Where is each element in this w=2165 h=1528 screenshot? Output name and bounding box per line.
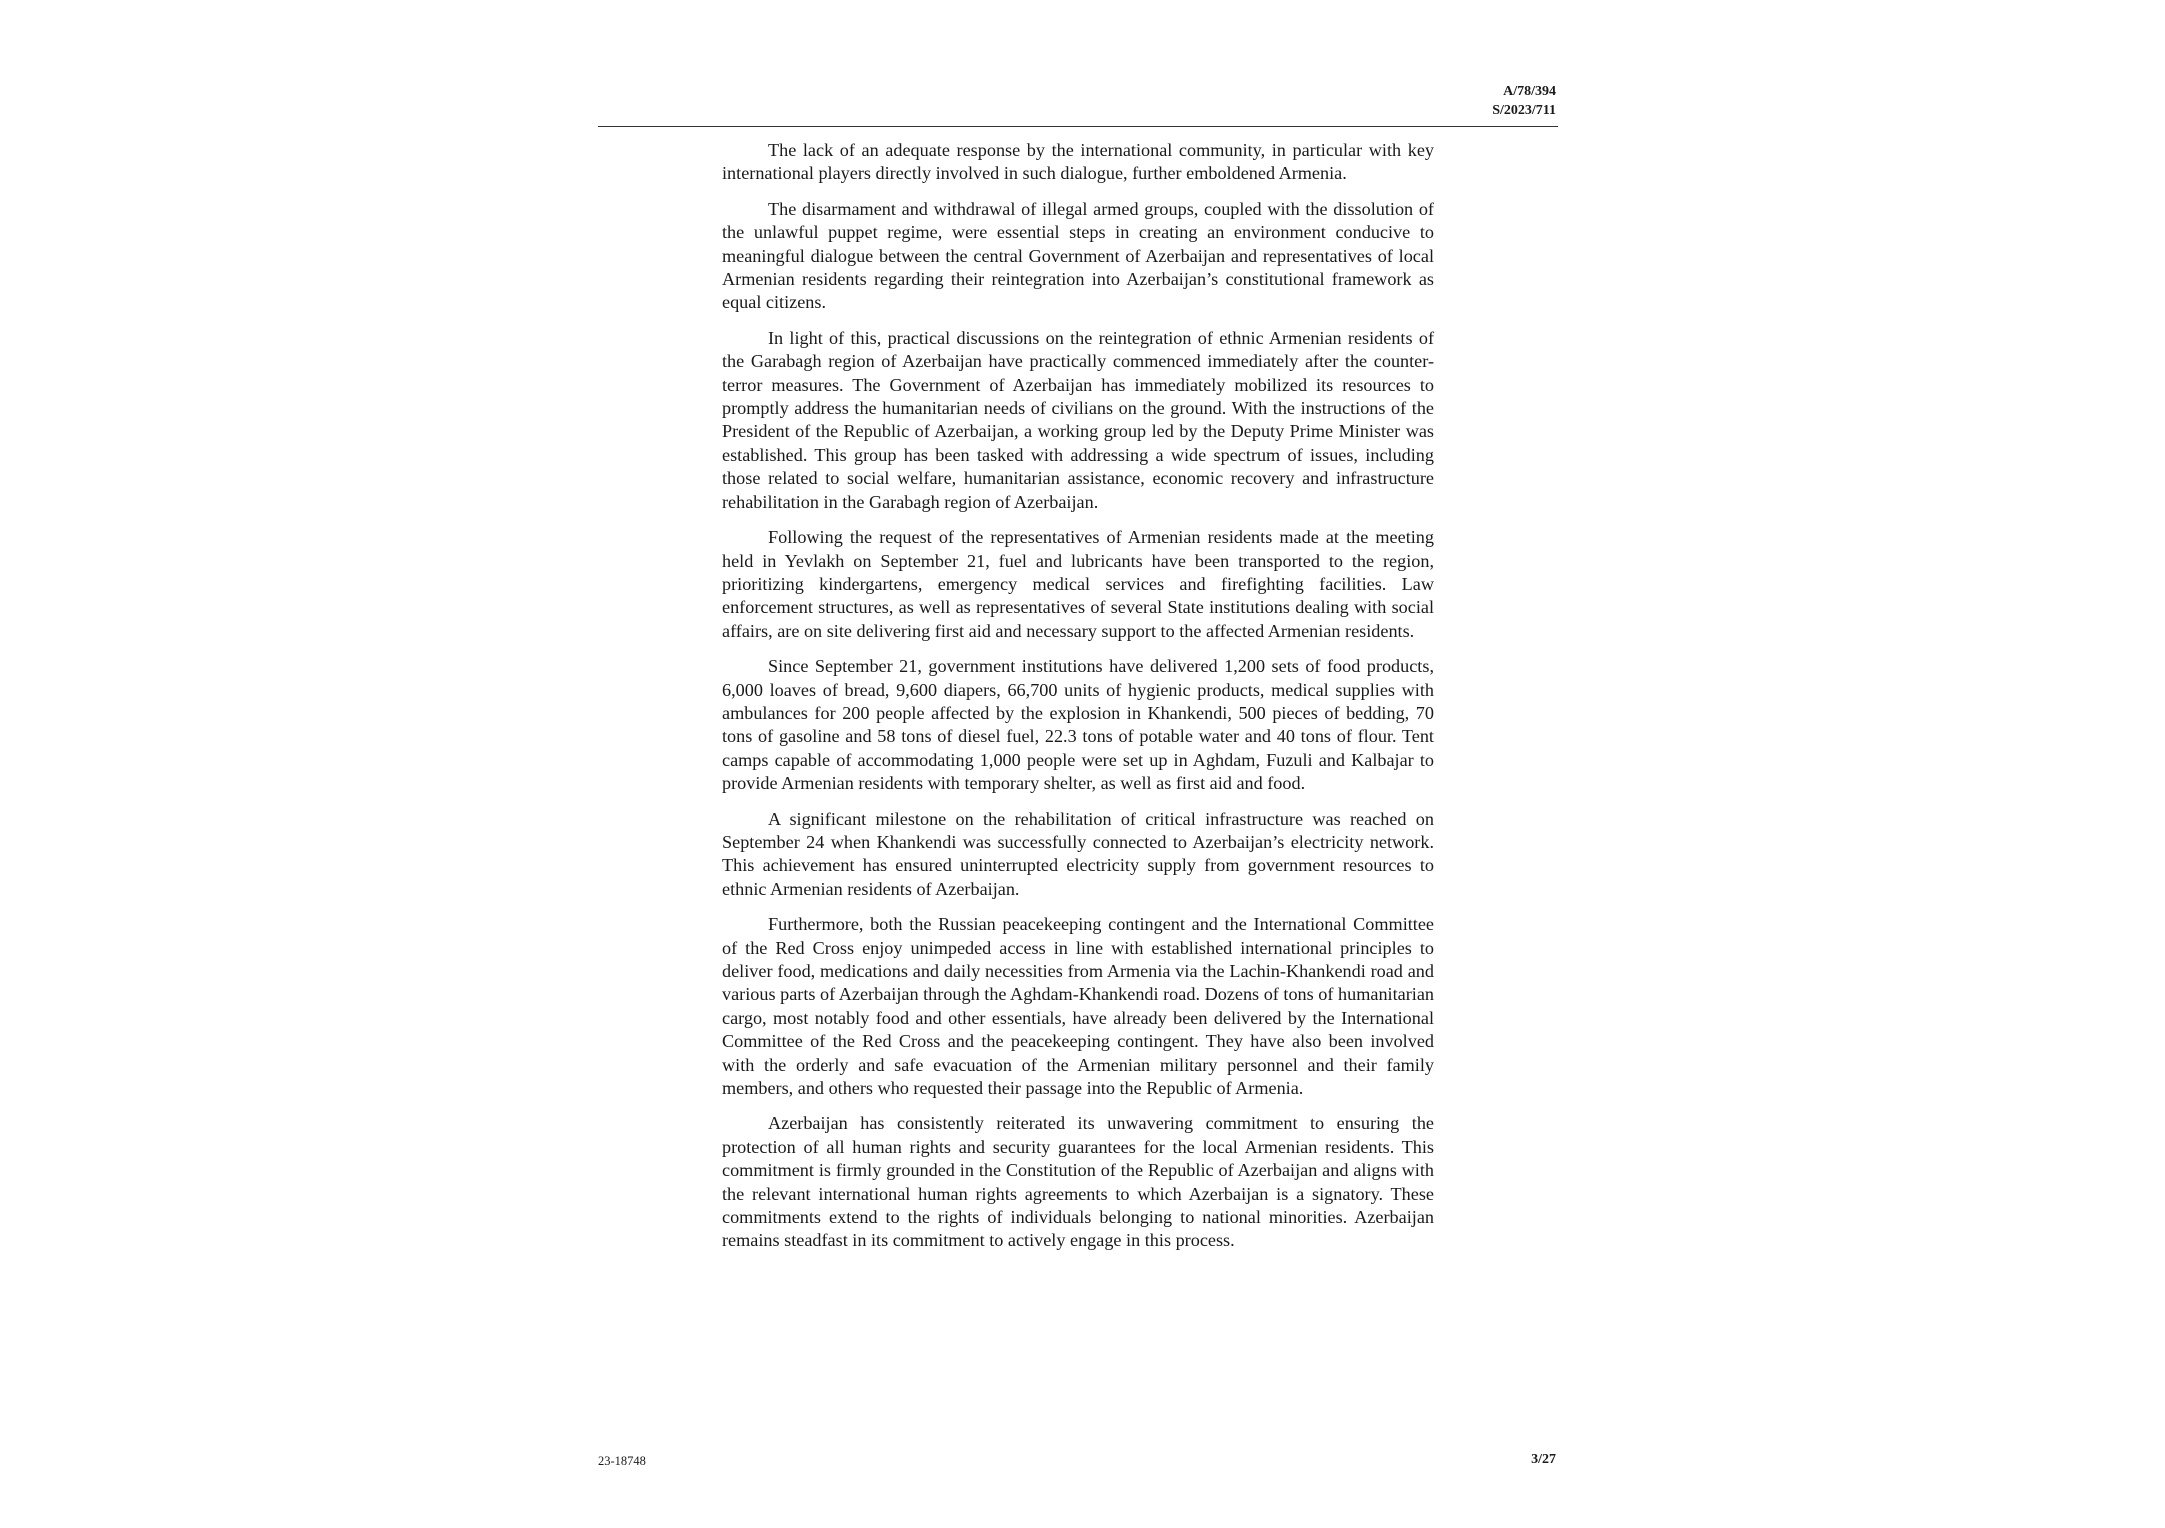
document-symbol-ga: A/78/394 [1503,84,1556,99]
paragraph: The disarmament and withdrawal of illegal armed groups, coupled with the dissolution of the unlawful puppet regime, were essential steps in creating an environment conducive to meaningful dialogue between the central Government of Azerbaijan and representatives of local Armenian residents regarding their reintegration into Azerbaijan’s constitutional framework as equal citizens. [722,198,1434,313]
paragraph: A significant milestone on the rehabilitation of critical infrastructure was reached on September 24 when Khankendi was successfully connected to Azerbaijan’s electricity network. This achievement has ensured uninterrupted electricity supply from government resources to ethnic Armenian residents of Azerbaijan. [722,808,1434,899]
header-divider [598,126,1558,127]
paragraph: The lack of an adequate response by the international community, in particular with key international players directly involved in such dialogue, further emboldened Armenia. [722,140,1434,184]
paragraph: Furthermore, both the Russian peacekeeping contingent and the International Committee of the Red Cross enjoy unimpeded access in line with established international principles to deliver food, medications and daily necessities from Armenia via the Lachin-Khankendi road and various parts of Azerbaijan through the Aghdam-Khankendi road. Dozens of tons of humanitarian cargo, most notably food and other essentials, have already been delivered by the International Committee of the Red Cross and the peacekeeping contingent. They have also been involved with the orderly and safe evacuation of the Armenian military personnel and their family members, and others who requested their passage into the Republic of Armenia. [722,914,1434,1099]
paragraph: In light of this, practical discussions on the reintegration of ethnic Armenian residents of the Garabagh region of Azerbaijan have practically commenced immediately after the counter-terror measures. The Government of Azerbaijan has immediately mobilized its resources to promptly address the humanitarian needs of civilians on the ground. With the instructions of the President of the Republic of Azerbaijan, a working group led by the Deputy Prime Minister was established. This group has been tasked with addressing a wide spectrum of issues, including those related to social welfare, humanitarian assistance, economic recovery and infrastructure rehabilitation in the Garabagh region of Azerbaijan. [722,327,1434,512]
document-symbols [1492,82,1556,120]
paragraph: Since September 21, government institutions have delivered 1,200 sets of food products, 6,000 loaves of bread, 9,600 diapers, 66,700 units of hygienic products, medical supplies with ambulances for 200 people affected by the explosion in Khankendi, 500 pieces of bedding, 70 tons of gasoline and 58 tons of diesel fuel, 22.3 tons of potable water and 40 tons of flour. Tent camps capable of accommodating 1,000 people were set up in Aghdam, Fuzuli and Kalbajar to provide Armenian residents with temporary shelter, as well as first aid and food. [722,656,1434,794]
paragraph: Azerbaijan has consistently reiterated its unwavering commitment to ensuring the protection of all human rights and security guarantees for the local Armenian residents. This commitment is firmly grounded in the Constitution of the Republic of Azerbaijan and aligns with the relevant international human rights agreements to which Azerbaijan is a signatory. These commitments extend to the rights of individuals belonging to national minorities. Azerbaijan remains steadfast in its commitment to actively engage in this process. [722,1113,1434,1251]
paragraph: Following the request of the representatives of Armenian residents made at the meeting held in Yevlakh on September 21, fuel and lubricants have been transported to the region, prioritizing kindergartens, emergency medical services and firefighting facilities. Law enforcement structures, as well as representatives of several State institutions dealing with social affairs, are on site delivering first aid and necessary support to the affected Armenian residents. [722,527,1434,641]
document-body [722,139,1434,1265]
footer-doc-number: 23-18748 [598,1454,646,1468]
footer-page-number: 3/27 [1531,1452,1556,1467]
document-symbol-sc: S/2023/711 [1492,103,1556,118]
